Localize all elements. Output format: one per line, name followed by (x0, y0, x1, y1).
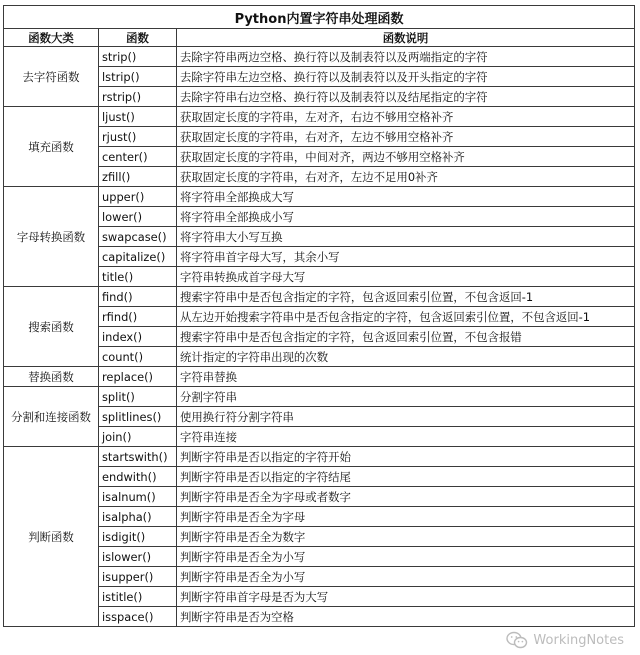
category-cell: 替换函数 (4, 367, 99, 387)
function-name-cell: center() (99, 147, 177, 167)
table-body (4, 47, 635, 627)
function-name-cell: isupper() (99, 567, 177, 587)
function-name-cell: capitalize() (99, 247, 177, 267)
function-description-cell: 字符串连接 (177, 427, 635, 447)
table-row (4, 367, 635, 387)
header-description: 函数说明 (177, 29, 635, 47)
table-row (4, 107, 635, 127)
table-row (4, 147, 635, 167)
function-name-cell: lstrip() (99, 67, 177, 87)
table-row (4, 347, 635, 367)
table-row (4, 67, 635, 87)
category-cell: 填充函数 (4, 107, 99, 187)
function-name-cell: find() (99, 287, 177, 307)
function-name-cell: rstrip() (99, 87, 177, 107)
table-row (4, 167, 635, 187)
function-name-cell: isspace() (99, 607, 177, 627)
table-row (4, 127, 635, 147)
function-description-cell: 获取固定长度的字符串，中间对齐，两边不够用空格补齐 (177, 147, 635, 167)
function-name-cell: replace() (99, 367, 177, 387)
table-header-row (4, 29, 635, 47)
function-name-cell: istitle() (99, 587, 177, 607)
function-description-cell: 去除字符串右边空格、换行符以及制表符以及结尾指定的字符 (177, 87, 635, 107)
table-row (4, 487, 635, 507)
function-description-cell: 搜索字符串中是否包含指定的字符，包含返回索引位置，不包含返回-1 (177, 287, 635, 307)
function-description-cell: 判断字符串是否全为字母 (177, 507, 635, 527)
wechat-icon (506, 631, 528, 649)
function-description-cell: 将字符串大小写互换 (177, 227, 635, 247)
function-description-cell: 从左边开始搜索字符串中是否包含指定的字符，包含返回索引位置，不包含返回-1 (177, 307, 635, 327)
function-name-cell: rfind() (99, 307, 177, 327)
function-name-cell: swapcase() (99, 227, 177, 247)
table-row (4, 527, 635, 547)
table-row (4, 387, 635, 407)
function-description-cell: 判断字符串是否以指定的字符开始 (177, 447, 635, 467)
watermark-text: WorkingNotes (533, 632, 624, 648)
function-name-cell: endwith() (99, 467, 177, 487)
function-description-cell: 获取固定长度的字符串，右对齐，左边不够用空格补齐 (177, 127, 635, 147)
function-description-cell: 将字符串全部换成大写 (177, 187, 635, 207)
function-name-cell: title() (99, 267, 177, 287)
function-description-cell: 分割字符串 (177, 387, 635, 407)
function-description-cell: 字符串替换 (177, 367, 635, 387)
table-row (4, 467, 635, 487)
table-row (4, 267, 635, 287)
table-title-row (4, 6, 635, 29)
function-name-cell: count() (99, 347, 177, 367)
table-row (4, 327, 635, 347)
function-description-cell: 判断字符串是否全为数字 (177, 527, 635, 547)
function-name-cell: rjust() (99, 127, 177, 147)
function-description-cell: 判断字符串是否以指定的字符结尾 (177, 467, 635, 487)
function-name-cell: isalpha() (99, 507, 177, 527)
function-description-cell: 去除字符串两边空格、换行符以及制表符以及两端指定的字符 (177, 47, 635, 67)
function-description-cell: 判断字符串是否全为小写 (177, 547, 635, 567)
category-cell: 去字符函数 (4, 47, 99, 107)
table-row (4, 227, 635, 247)
function-name-cell: zfill() (99, 167, 177, 187)
category-cell: 搜索函数 (4, 287, 99, 367)
table-row (4, 87, 635, 107)
table-row (4, 47, 635, 67)
function-description-cell: 将字符串首字母大写，其余小写 (177, 247, 635, 267)
function-name-cell: islower() (99, 547, 177, 567)
function-description-cell: 获取固定长度的字符串，右对齐，左边不足用0补齐 (177, 167, 635, 187)
function-name-cell: strip() (99, 47, 177, 67)
table-row (4, 407, 635, 427)
table-row (4, 567, 635, 587)
function-table-container (3, 5, 634, 627)
function-description-cell: 使用换行符分割字符串 (177, 407, 635, 427)
function-description-cell: 搜索字符串中是否包含指定的字符，包含返回索引位置，不包含报错 (177, 327, 635, 347)
table-row (4, 587, 635, 607)
function-name-cell: splitlines() (99, 407, 177, 427)
table-title: Python内置字符串处理函数 (4, 6, 635, 29)
table-row (4, 547, 635, 567)
table-row (4, 607, 635, 627)
table-row (4, 187, 635, 207)
table-row (4, 507, 635, 527)
header-function: 函数 (99, 29, 177, 47)
table-row (4, 427, 635, 447)
function-name-cell: join() (99, 427, 177, 447)
string-functions-table (3, 5, 635, 627)
table-row (4, 287, 635, 307)
watermark (506, 631, 624, 649)
function-description-cell: 判断字符串首字母是否为大写 (177, 587, 635, 607)
function-description-cell: 字符串转换成首字母大写 (177, 267, 635, 287)
header-category: 函数大类 (4, 29, 99, 47)
function-name-cell: ljust() (99, 107, 177, 127)
table-row (4, 247, 635, 267)
function-name-cell: isalnum() (99, 487, 177, 507)
function-name-cell: index() (99, 327, 177, 347)
category-cell: 字母转换函数 (4, 187, 99, 287)
function-description-cell: 获取固定长度的字符串，左对齐，右边不够用空格补齐 (177, 107, 635, 127)
function-name-cell: lower() (99, 207, 177, 227)
function-name-cell: upper() (99, 187, 177, 207)
table-row (4, 307, 635, 327)
table-row (4, 207, 635, 227)
function-description-cell: 判断字符串是否为空格 (177, 607, 635, 627)
table-row (4, 447, 635, 467)
function-name-cell: isdigit() (99, 527, 177, 547)
function-description-cell: 去除字符串左边空格、换行符以及制表符以及开头指定的字符 (177, 67, 635, 87)
function-description-cell: 统计指定的字符串出现的次数 (177, 347, 635, 367)
function-description-cell: 判断字符串是否全为字母或者数字 (177, 487, 635, 507)
function-name-cell: startswith() (99, 447, 177, 467)
function-description-cell: 将字符串全部换成小写 (177, 207, 635, 227)
category-cell: 分割和连接函数 (4, 387, 99, 447)
function-description-cell: 判断字符串是否全为小写 (177, 567, 635, 587)
function-name-cell: split() (99, 387, 177, 407)
category-cell: 判断函数 (4, 447, 99, 627)
